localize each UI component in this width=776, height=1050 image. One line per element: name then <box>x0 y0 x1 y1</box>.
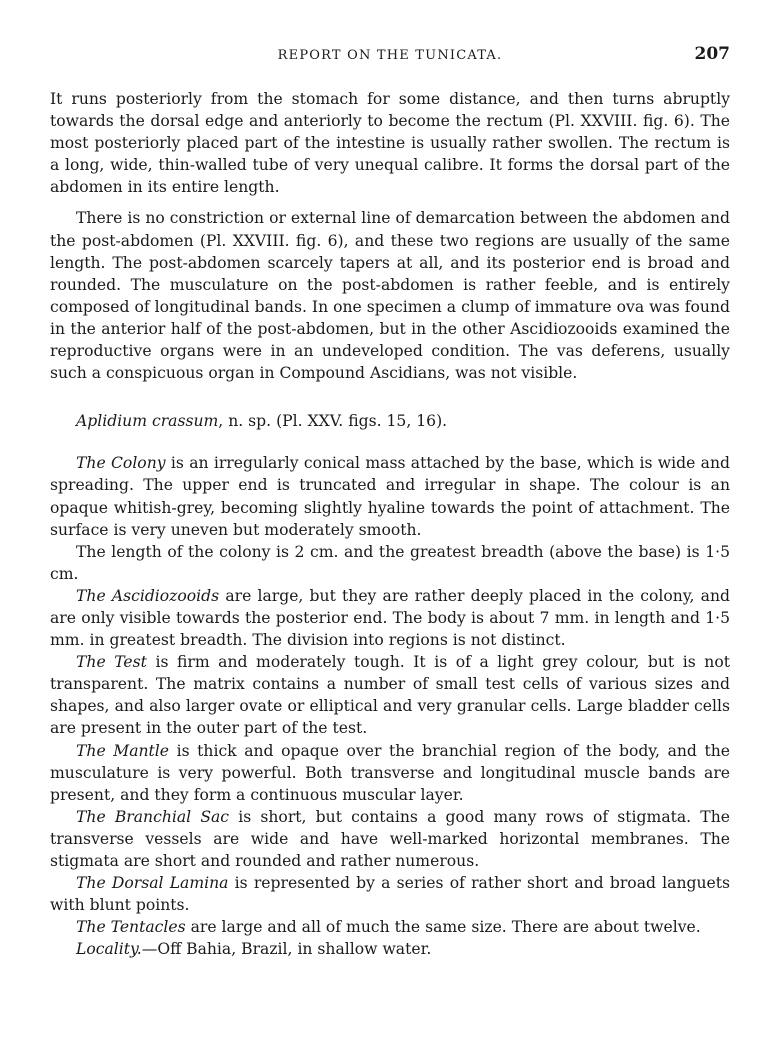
species-heading <box>50 410 730 432</box>
page-number: 207 <box>694 44 730 64</box>
colony-text: is an irregularly conical mass attached by the base, which is wide and spreading. The upper end is truncated and irregular in shape. The colour is an opaque whitish-grey, becoming slightly hyaline towards the point of attachment. The surface is very uneven but moderately smooth. <box>50 454 730 539</box>
branchial-sac-label: The Branchial Sac <box>76 807 230 826</box>
species-name: Aplidium crassum <box>76 412 219 431</box>
ascidiozooids-text: are large, but they are rather deeply placed in the colony, and are only visible towards the posterior end. The body is about 7 mm. in length and 1·5 mm. in greatest breadth. The division into regions is not distinct. <box>50 586 731 650</box>
test-text: is firm and moderately tough. It is of a light grey colour, but is not transparent. The matrix contains a number of small test cells of various sizes and shapes, and also larger ovate or elliptical and very granular cells. Large bladder cells are present in the outer part of the test. <box>50 653 730 738</box>
dorsal-lamina-label: The Dorsal Lamina <box>76 874 229 893</box>
mantle-paragraph <box>50 740 730 806</box>
colony-length-paragraph: The length of the colony is 2 cm. and the greatest breadth (above the base) is 1·5 cm. <box>50 542 730 583</box>
branchial-sac-paragraph <box>50 806 730 872</box>
post-abdomen-paragraph: There is no constriction or external line of demarcation between the abdomen and the post-abdomen (Pl. XXVIII. fig. 6), and these two regions are usually of the same length. The post-abdomen scarcely tapers at all, and its posterior end is broad and rounded. The musculature on the post-abdomen is rather feeble, and is entirely composed of longitudinal bands. In one specimen a clump of immature ova was found in the anterior half of the post-abdomen, but in the other Ascidiozooids examined the reproductive organs were in an undeveloped condition. The vas deferens, usually such a conspicuous organ in Compound Ascidians, was not visible. <box>50 209 730 383</box>
locality-text: —Off Bahia, Brazil, in shallow water. <box>141 940 432 959</box>
colony-paragraph <box>50 452 730 540</box>
tentacles-paragraph <box>50 916 730 938</box>
test-label: The Test <box>76 653 147 672</box>
mantle-text: is thick and opaque over the branchial region of the body, and the musculature is very powerful. Both transverse and longitudinal muscle bands are present, and they form a continuous muscular layer. <box>50 741 730 804</box>
mantle-label: The Mantle <box>76 741 170 760</box>
test-paragraph <box>50 651 730 739</box>
colony-label: The Colony <box>76 454 166 473</box>
ascidiozooids-label: The Ascidiozooids <box>76 586 220 605</box>
branchial-sac-text: is short, but contains a good many rows of stigmata. The transverse vessels are wide and have well-marked horizontal membranes. The stigmata are short and rounded and rather numerous. <box>50 807 730 870</box>
page-body <box>50 88 730 960</box>
locality-label: Locality. <box>76 940 142 959</box>
page-header <box>50 44 730 68</box>
tentacles-label: The Tentacles <box>76 918 186 937</box>
running-title: REPORT ON THE TUNICATA. <box>277 48 503 63</box>
tentacles-text: are large and all of much the same size. There are about twelve. <box>185 918 701 937</box>
dorsal-lamina-text: is represented by a series of rather short and broad languets with blunt points. <box>50 874 731 915</box>
locality-paragraph <box>50 938 730 960</box>
species-plate-reference: , n. sp. (Pl. XXV. figs. 15, 16). <box>218 412 448 431</box>
ascidiozooids-paragraph <box>50 585 730 651</box>
dorsal-lamina-paragraph <box>50 872 730 916</box>
intestine-paragraph: It runs posteriorly from the stomach for some distance, and then turns abruptly towards the dorsal edge and anteriorly to become the rectum (Pl. XXVIII. fig. 6). The most posteriorly placed part of the intestine is usually rather swollen. The rectum is a long, wide, thin-walled tube of very unequal calibre. It forms the dorsal part of the abdomen in its entire length. <box>50 90 730 197</box>
